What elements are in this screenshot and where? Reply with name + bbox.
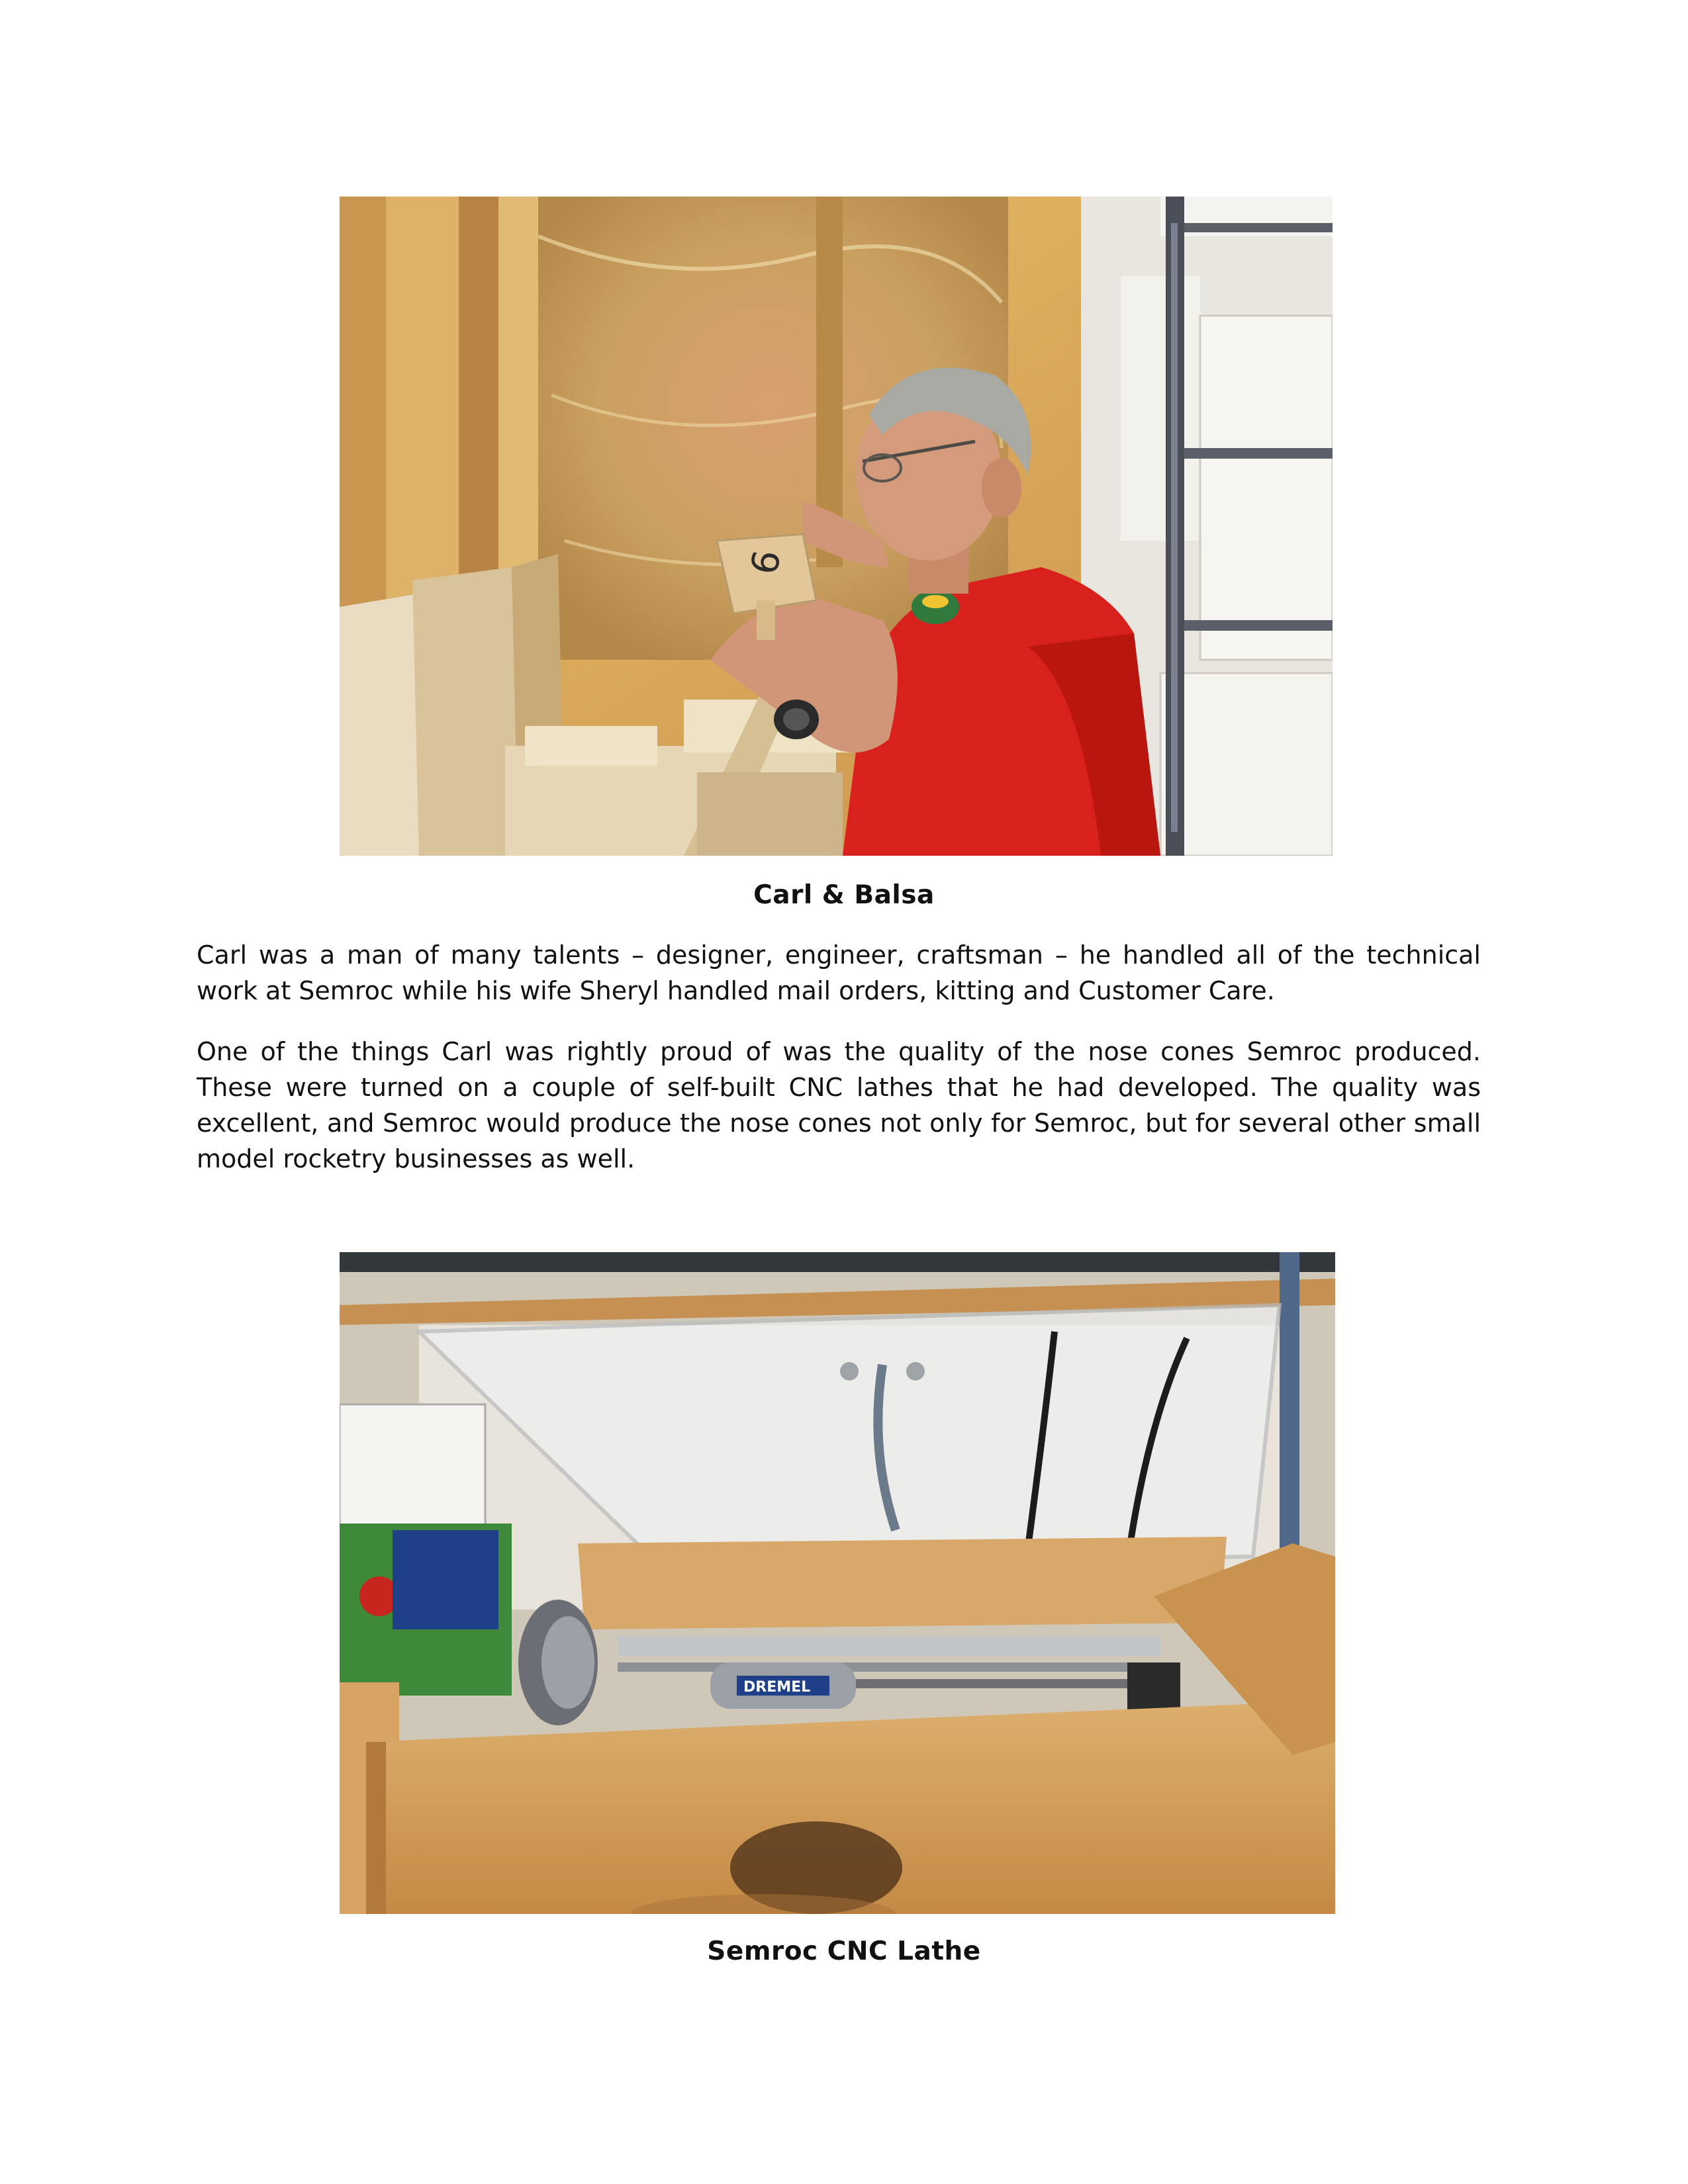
paragraph-2: One of the things Carl was rightly proud of was the quality of the nose cones Semroc produced. These were turned on a couple of self-built CNC lathes that he had developed. The quality was excellent, and Semroc would produce the nose cones not only for Semroc, but for several other small model rocketry businesses as well. xyxy=(197,1037,1481,1173)
balsa-marking: 6 xyxy=(743,547,790,578)
photo-carl-balsa xyxy=(340,197,1333,856)
dremel-label: DREMEL xyxy=(743,1679,811,1696)
cnc-lathe-illustration xyxy=(340,1252,1335,1914)
caption-carl-balsa: Carl & Balsa xyxy=(753,880,935,910)
carl-balsa-illustration xyxy=(340,197,1333,856)
paragraph-1: Carl was a man of many talents – designer, engineer, craftsman – he handled all of the technical work at Semroc while his wife Sheryl handled mail orders, kitting and Customer Care. xyxy=(197,940,1481,1005)
caption-cnc-lathe: Semroc CNC Lathe xyxy=(707,1936,981,1966)
photo-cnc-lathe xyxy=(340,1252,1335,1914)
